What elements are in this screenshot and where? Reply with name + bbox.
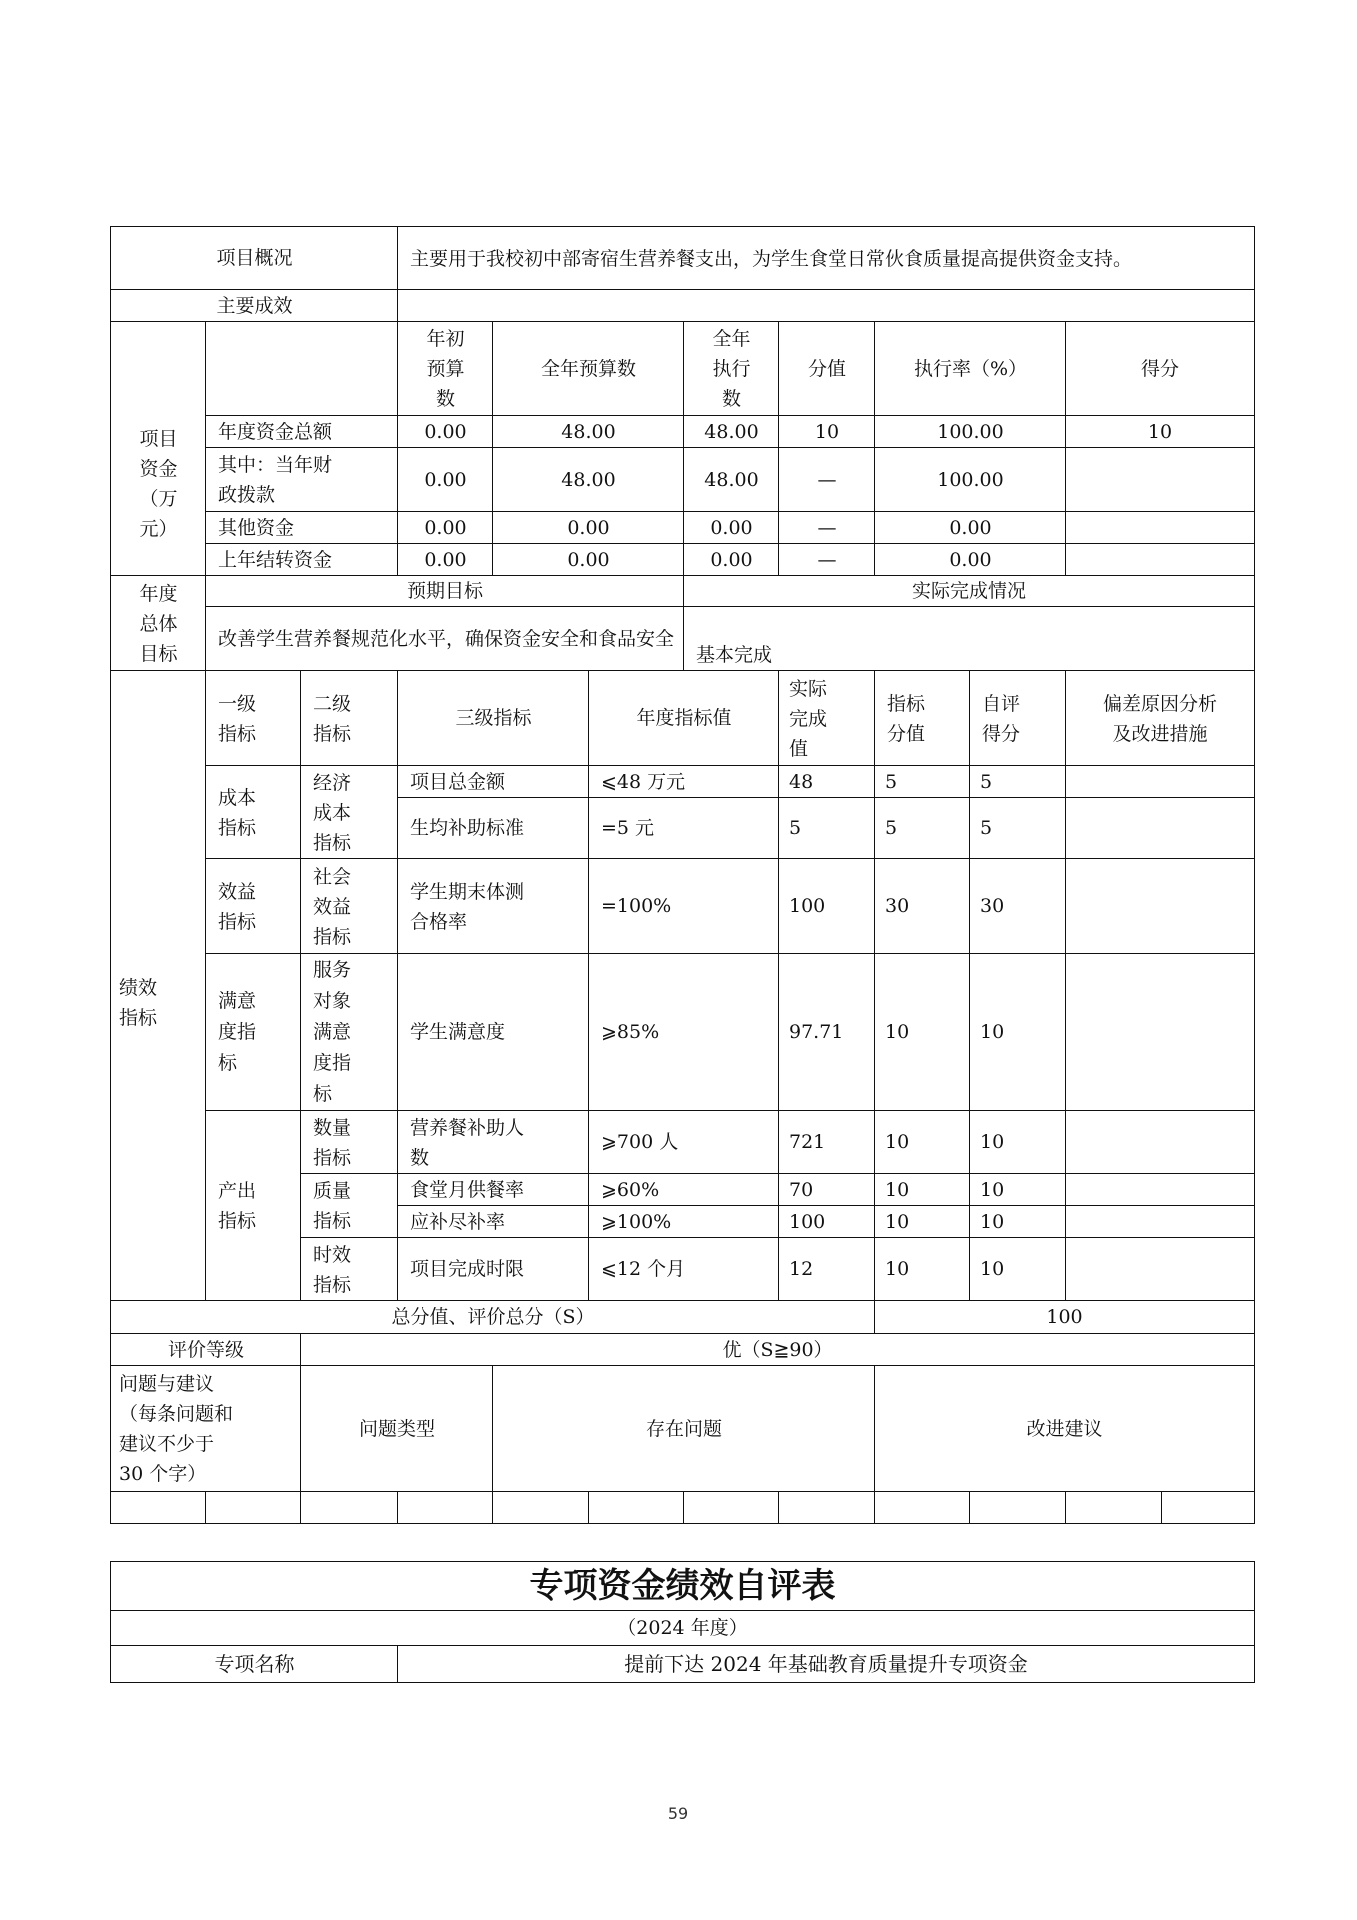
second-table-title: 专项资金绩效自评表 bbox=[529, 1566, 836, 1606]
issues-header-problem-text: 存在问题 bbox=[645, 1417, 722, 1440]
funds-header-executed bbox=[683, 321, 780, 417]
second-table-year: （2024 年度） bbox=[617, 1617, 748, 1639]
perf-self-score bbox=[969, 1205, 1067, 1239]
funds-row-annual bbox=[492, 447, 685, 513]
empty-cell[interactable] bbox=[205, 1491, 302, 1524]
funds-row-annual-text: 0.00 bbox=[567, 516, 610, 539]
perf-self-score-text: 10 bbox=[980, 1210, 1005, 1233]
perf-level2-cell bbox=[300, 953, 399, 1112]
perf-actual-text: 100 bbox=[789, 1210, 826, 1233]
total-value: 100 bbox=[1046, 1306, 1083, 1328]
empty-cell[interactable] bbox=[397, 1491, 494, 1524]
actual-completion-text: 基本完成 bbox=[696, 644, 773, 666]
funds-row-initial bbox=[397, 415, 494, 449]
perf-level3 bbox=[397, 1110, 590, 1175]
actual-completion-header-text: 实际完成情况 bbox=[911, 580, 1026, 602]
grade-value: 优（S≧90） bbox=[722, 1338, 833, 1361]
perf-level3 bbox=[397, 953, 590, 1112]
perf-level3 bbox=[397, 1237, 590, 1302]
perf-deviation bbox=[1065, 1173, 1255, 1207]
perf-level1-cell bbox=[205, 953, 302, 1112]
perf-weight-text: 10 bbox=[885, 1258, 910, 1280]
funds-header-score-value bbox=[778, 321, 876, 417]
empty-cell[interactable] bbox=[300, 1491, 399, 1524]
perf-actual-text: 12 bbox=[789, 1258, 814, 1280]
funds-row-score-value-text: 10 bbox=[814, 420, 840, 443]
funds-row-initial-text: 0.00 bbox=[424, 468, 467, 491]
perf-deviation bbox=[1065, 1110, 1255, 1175]
perf-level1-text: 成本指标 bbox=[218, 786, 257, 839]
perf-weight bbox=[874, 765, 971, 799]
funds-row-annual-text: 48.00 bbox=[561, 468, 616, 491]
special-name-label: 专项名称 bbox=[214, 1651, 295, 1676]
perf-target-text: ⩽12 个月 bbox=[601, 1258, 686, 1280]
funds-header-initial bbox=[397, 321, 494, 417]
perf-actual bbox=[778, 953, 876, 1112]
actual-completion-header bbox=[683, 575, 1255, 608]
perf-target-text: =100% bbox=[601, 895, 672, 917]
issues-header-type-text: 问题类型 bbox=[358, 1417, 435, 1440]
perf-actual bbox=[778, 1110, 876, 1175]
funds-row-rate bbox=[874, 415, 1067, 449]
funds-row-rate-text: 100.00 bbox=[937, 420, 1004, 443]
perf-self-score bbox=[969, 797, 1067, 860]
perf-level1-text: 产出指标 bbox=[218, 1180, 257, 1232]
funds-row-score-value-text: — bbox=[817, 548, 837, 571]
perf-self-score-text: 30 bbox=[980, 895, 1005, 917]
expected-goal-header-text: 预期目标 bbox=[406, 580, 483, 602]
issues-label: 问题与建议（每条问题和建议不少于 30 个字） bbox=[119, 1373, 234, 1485]
overview-text-cell bbox=[397, 226, 1255, 291]
grade-label: 评价等级 bbox=[167, 1338, 244, 1361]
perf-level2-cell bbox=[300, 858, 399, 955]
perf-level2-cell bbox=[300, 765, 399, 860]
perf-level1-cell bbox=[205, 1110, 302, 1302]
perf-deviation bbox=[1065, 953, 1255, 1112]
perf-deviation bbox=[1065, 797, 1255, 860]
perf-self-score bbox=[969, 1173, 1067, 1207]
funds-row-rate-text: 0.00 bbox=[949, 548, 992, 571]
perf-header-weight bbox=[874, 670, 971, 767]
perf-target-text: ⩾85% bbox=[601, 1021, 660, 1043]
funds-row-score-value-text: — bbox=[817, 516, 837, 539]
funds-header-score-text: 得分 bbox=[1140, 357, 1179, 380]
empty-cell[interactable] bbox=[588, 1491, 685, 1524]
funds-row-annual bbox=[492, 543, 685, 577]
perf-self-score-text: 10 bbox=[980, 1131, 1005, 1153]
main-results-label-cell bbox=[110, 289, 399, 323]
funds-row-score-value-text: — bbox=[817, 468, 837, 491]
overview-text: 主要用于我校初中部寄宿生营养餐支出，为学生食堂日常伙食质量提高提供资金支持。 bbox=[410, 247, 1133, 270]
perf-level2-cell bbox=[300, 1110, 399, 1175]
funds-row-score-value bbox=[778, 543, 876, 577]
perf-level3 bbox=[397, 1173, 590, 1207]
perf-self-score bbox=[969, 953, 1067, 1112]
empty-cell[interactable] bbox=[874, 1491, 971, 1524]
annual-goal-section-label-cell bbox=[110, 575, 207, 672]
perf-header-level2-text: 二级指标 bbox=[313, 692, 352, 745]
perf-actual-text: 100 bbox=[789, 895, 826, 917]
perf-self-score bbox=[969, 1110, 1067, 1175]
main-results-value-cell bbox=[397, 289, 1255, 323]
special-name-label-cell bbox=[110, 1645, 399, 1683]
perf-header-deviation bbox=[1065, 670, 1255, 767]
funds-header-annual-text: 全年预算数 bbox=[540, 357, 636, 380]
perf-level1-cell bbox=[205, 765, 302, 860]
perf-target bbox=[588, 1110, 780, 1175]
funds-header-executed-text: 全年执行数 bbox=[712, 328, 751, 410]
perf-level3 bbox=[397, 1205, 590, 1239]
perf-actual bbox=[778, 1205, 876, 1239]
funds-row-score bbox=[1065, 415, 1255, 449]
funds-row-label-text: 上年结转资金 bbox=[218, 548, 333, 571]
funds-header-score-value-text: 分值 bbox=[807, 357, 846, 380]
funds-row-executed bbox=[683, 415, 780, 449]
empty-cell[interactable] bbox=[969, 1491, 1067, 1524]
perf-weight-text: 10 bbox=[885, 1178, 910, 1201]
perf-deviation bbox=[1065, 765, 1255, 799]
expected-goal-header bbox=[205, 575, 685, 608]
perf-weight bbox=[874, 1237, 971, 1302]
perf-level3-text: 食堂月供餐率 bbox=[410, 1178, 525, 1201]
funds-row-label bbox=[205, 415, 399, 449]
perf-actual-text: 721 bbox=[789, 1131, 826, 1153]
funds-row-executed bbox=[683, 543, 780, 577]
funds-row-annual bbox=[492, 415, 685, 449]
perf-weight bbox=[874, 858, 971, 955]
funds-row-rate bbox=[874, 511, 1067, 545]
perf-weight-text: 10 bbox=[885, 1021, 910, 1043]
funds-row-annual-text: 48.00 bbox=[561, 420, 616, 443]
perf-deviation bbox=[1065, 1237, 1255, 1302]
funds-row-executed-text: 48.00 bbox=[704, 468, 759, 491]
main-results-label: 主要成效 bbox=[216, 294, 293, 317]
perf-level3-text: 学生期末体测合格率 bbox=[410, 880, 525, 933]
funds-row-score bbox=[1065, 543, 1255, 577]
perf-target bbox=[588, 1237, 780, 1302]
perf-level3 bbox=[397, 797, 590, 860]
perf-level3-text: 营养餐补助人数 bbox=[410, 1116, 525, 1169]
overview-label: 项目概况 bbox=[216, 247, 293, 269]
perf-weight bbox=[874, 797, 971, 860]
perf-self-score-text: 5 bbox=[980, 770, 993, 793]
special-name-value-cell bbox=[397, 1645, 1255, 1683]
funds-row-annual-text: 0.00 bbox=[567, 548, 610, 571]
perf-weight bbox=[874, 953, 971, 1112]
perf-header-level3 bbox=[397, 670, 590, 767]
perf-level3-text: 学生满意度 bbox=[410, 1021, 506, 1043]
second-table-title-cell bbox=[110, 1561, 1255, 1612]
overview-label-cell bbox=[110, 226, 399, 291]
perf-deviation bbox=[1065, 1205, 1255, 1239]
perf-actual-text: 5 bbox=[789, 817, 802, 839]
issues-header-problem bbox=[492, 1365, 876, 1493]
funds-row-initial-text: 0.00 bbox=[424, 548, 467, 571]
funds-row-executed-text: 0.00 bbox=[710, 516, 753, 539]
perf-level3 bbox=[397, 765, 590, 799]
perf-weight bbox=[874, 1110, 971, 1175]
funds-row-label-text: 其他资金 bbox=[218, 516, 295, 539]
perf-actual bbox=[778, 858, 876, 955]
issues-header-suggestion-text: 改进建议 bbox=[1026, 1417, 1103, 1440]
empty-cell[interactable] bbox=[683, 1491, 780, 1524]
perf-level3-text: 项目总金额 bbox=[410, 770, 506, 793]
perf-actual bbox=[778, 797, 876, 860]
perf-weight-text: 10 bbox=[885, 1210, 910, 1233]
perf-actual bbox=[778, 1173, 876, 1207]
funds-section-label-cell bbox=[110, 321, 207, 577]
funds-row-score-value bbox=[778, 415, 876, 449]
perf-deviation bbox=[1065, 858, 1255, 955]
second-table-year-cell bbox=[110, 1610, 1255, 1647]
perf-target bbox=[588, 1205, 780, 1239]
funds-row-initial bbox=[397, 447, 494, 513]
perf-weight bbox=[874, 1205, 971, 1239]
funds-header-rate-text: 执行率（%） bbox=[913, 357, 1028, 380]
perf-target bbox=[588, 1173, 780, 1207]
funds-row-annual bbox=[492, 511, 685, 545]
perf-target bbox=[588, 797, 780, 860]
funds-header-initial-text: 年初预算数 bbox=[426, 328, 465, 410]
perf-header-level2 bbox=[300, 670, 399, 767]
funds-row-rate bbox=[874, 543, 1067, 577]
funds-row-initial-text: 0.00 bbox=[424, 420, 467, 443]
empty-cell[interactable] bbox=[110, 1491, 207, 1524]
perf-level2-text: 质量指标 bbox=[313, 1180, 352, 1232]
funds-row-executed bbox=[683, 447, 780, 513]
perf-actual-text: 97.71 bbox=[789, 1021, 844, 1043]
perf-weight-text: 5 bbox=[885, 817, 898, 839]
funds-row-label-text: 年度资金总额 bbox=[218, 420, 333, 443]
empty-cell[interactable] bbox=[1161, 1491, 1255, 1524]
perf-header-deviation-text: 偏差原因分析及改进措施 bbox=[1102, 692, 1217, 745]
funds-section-label: 项目资金（万元） bbox=[139, 428, 178, 540]
total-label: 总分值、评价总分（S） bbox=[391, 1306, 595, 1328]
perf-header-self-score bbox=[969, 670, 1067, 767]
perf-level2-text: 数量指标 bbox=[313, 1116, 352, 1169]
perf-target-text: =5 元 bbox=[601, 817, 655, 839]
perf-level2-text: 服务对象满意度指标 bbox=[313, 959, 352, 1105]
funds-row-rate-text: 100.00 bbox=[937, 468, 1004, 491]
perf-target-text: ⩾700 人 bbox=[601, 1131, 679, 1153]
empty-cell[interactable] bbox=[778, 1491, 876, 1524]
perf-weight-text: 5 bbox=[885, 770, 898, 793]
perf-level3-text: 生均补助标准 bbox=[410, 817, 525, 839]
perf-self-score-text: 5 bbox=[980, 817, 993, 839]
perf-header-actual bbox=[778, 670, 876, 767]
total-value-cell bbox=[874, 1300, 1255, 1335]
perf-weight-text: 10 bbox=[885, 1131, 910, 1153]
perf-level2-text: 经济成本指标 bbox=[313, 771, 352, 854]
perf-target-text: ⩽48 万元 bbox=[601, 770, 686, 793]
issues-header-type bbox=[300, 1365, 494, 1493]
perf-self-score bbox=[969, 765, 1067, 799]
funds-header-rate bbox=[874, 321, 1067, 417]
perf-level3-text: 应补尽补率 bbox=[410, 1210, 506, 1233]
perf-actual-text: 70 bbox=[789, 1178, 814, 1201]
perf-header-weight-text: 指标分值 bbox=[887, 692, 926, 745]
perf-weight bbox=[874, 1173, 971, 1207]
expected-goal-text-cell bbox=[205, 606, 685, 672]
annual-goal-section-label: 年度总体目标 bbox=[139, 582, 178, 665]
performance-section-label-cell bbox=[110, 670, 207, 1335]
funds-header-annual bbox=[492, 321, 685, 417]
perf-actual bbox=[778, 1237, 876, 1302]
performance-section-label: 绩效指标 bbox=[119, 976, 158, 1029]
perf-self-score bbox=[969, 858, 1067, 955]
perf-level3-text: 项目完成时限 bbox=[410, 1258, 525, 1280]
perf-target bbox=[588, 765, 780, 799]
funds-row-executed-text: 48.00 bbox=[704, 420, 759, 443]
funds-row-label-text: 其中：当年财政拨款 bbox=[218, 454, 333, 506]
perf-level2-text: 社会效益指标 bbox=[313, 865, 352, 948]
perf-header-self-score-text: 自评得分 bbox=[982, 692, 1021, 745]
perf-level1-cell bbox=[205, 858, 302, 955]
funds-row-rate bbox=[874, 447, 1067, 513]
funds-row-score-value bbox=[778, 447, 876, 513]
special-name-value: 提前下达 2024 年基础教育质量提升专项资金 bbox=[624, 1651, 1028, 1676]
funds-row-label bbox=[205, 511, 399, 545]
perf-level2-cell bbox=[300, 1237, 399, 1302]
empty-cell[interactable] bbox=[492, 1491, 590, 1524]
funds-row-executed bbox=[683, 511, 780, 545]
funds-row-initial bbox=[397, 511, 494, 545]
issues-label-cell bbox=[110, 1365, 302, 1493]
perf-target bbox=[588, 858, 780, 955]
perf-level1-text: 效益指标 bbox=[218, 880, 257, 933]
page-number: 59 bbox=[667, 1804, 689, 1823]
funds-row-initial bbox=[397, 543, 494, 577]
grade-label-cell bbox=[110, 1333, 302, 1367]
perf-self-score-text: 10 bbox=[980, 1258, 1005, 1280]
perf-self-score-text: 10 bbox=[980, 1178, 1005, 1201]
funds-row-score-text: 10 bbox=[1147, 420, 1173, 443]
perf-header-level1 bbox=[205, 670, 302, 767]
total-label-cell bbox=[110, 1300, 876, 1335]
funds-row-executed-text: 0.00 bbox=[710, 548, 753, 571]
perf-level2-cell bbox=[300, 1173, 399, 1239]
funds-header-blank bbox=[205, 321, 399, 417]
perf-target-text: ⩾100% bbox=[601, 1210, 672, 1233]
perf-header-target bbox=[588, 670, 780, 767]
funds-row-score bbox=[1065, 447, 1255, 513]
expected-goal-text: 改善学生营养餐规范化水平，确保资金安全和食品安全 bbox=[218, 628, 675, 650]
issues-header-suggestion bbox=[874, 1365, 1255, 1493]
funds-header-score bbox=[1065, 321, 1255, 417]
perf-level2-text: 时效指标 bbox=[313, 1243, 352, 1296]
perf-level3 bbox=[397, 858, 590, 955]
perf-self-score bbox=[969, 1237, 1067, 1302]
perf-actual-text: 48 bbox=[789, 770, 814, 793]
perf-weight-text: 30 bbox=[885, 895, 910, 917]
actual-completion-text-cell bbox=[683, 606, 1255, 672]
funds-row-label bbox=[205, 543, 399, 577]
funds-row-rate-text: 0.00 bbox=[949, 516, 992, 539]
perf-header-level3-text: 三级指标 bbox=[455, 707, 532, 729]
perf-target bbox=[588, 953, 780, 1112]
grade-value-cell bbox=[300, 1333, 1255, 1367]
funds-row-label bbox=[205, 447, 399, 513]
perf-target-text: ⩾60% bbox=[601, 1178, 660, 1201]
funds-row-score-value bbox=[778, 511, 876, 545]
empty-cell[interactable] bbox=[1065, 1491, 1163, 1524]
perf-level1-text: 满意度指标 bbox=[218, 990, 257, 1074]
funds-row-score bbox=[1065, 511, 1255, 545]
perf-header-actual-text: 实际完成值 bbox=[789, 677, 828, 760]
perf-header-level1-text: 一级指标 bbox=[218, 692, 257, 745]
funds-row-initial-text: 0.00 bbox=[424, 516, 467, 539]
perf-self-score-text: 10 bbox=[980, 1021, 1005, 1043]
perf-header-target-text: 年度指标值 bbox=[636, 707, 732, 729]
perf-actual bbox=[778, 765, 876, 799]
